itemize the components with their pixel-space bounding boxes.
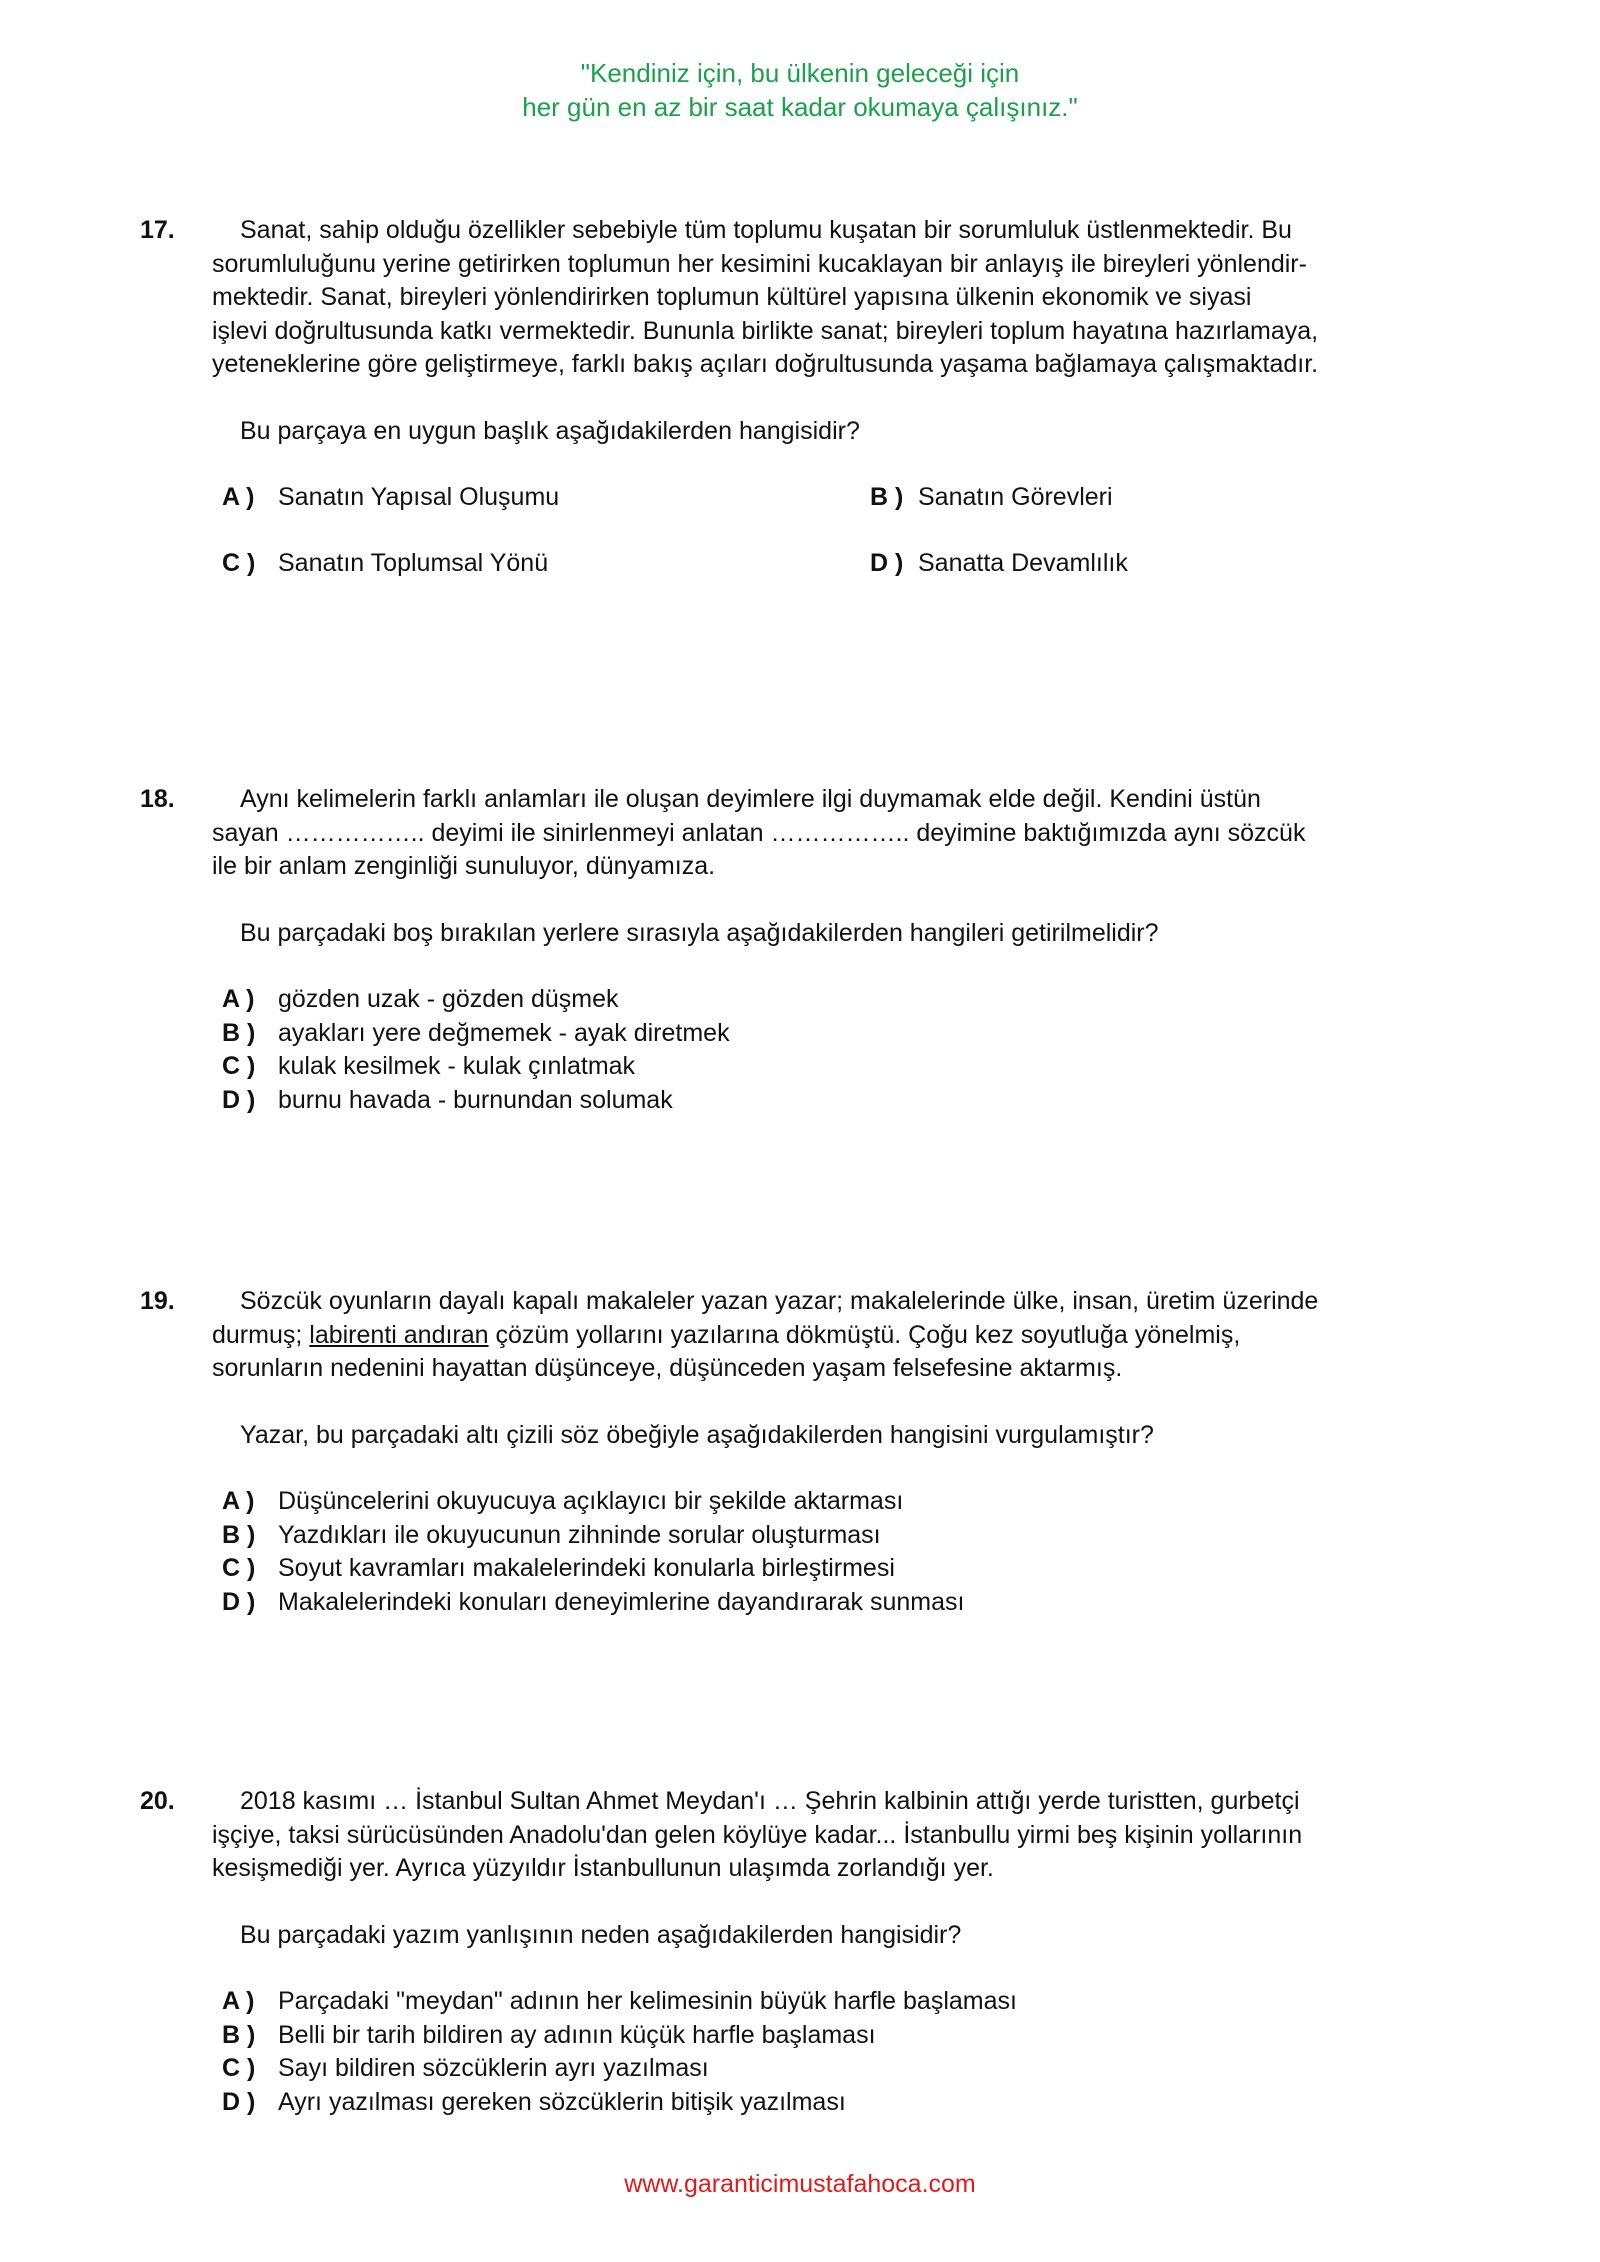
motto-line-1: "Kendiniz için, bu ülkenin geleceği için (580, 58, 1020, 88)
passage-text: durmuş; (212, 1320, 310, 1349)
answer-choices (222, 1985, 1400, 2119)
question-prompt: Bu parçadaki yazım yanlışının neden aşağıdakilerden hangisidir? (240, 1920, 962, 1949)
choice-letter: D ) (222, 1085, 256, 1114)
choice-a[interactable] (222, 481, 559, 515)
passage-line: 2018 kasımı … İstanbul Sultan Ahmet Meydan'ı … Şehrin kalbinin attığı yerde turistten, gurbetçi (240, 1787, 1300, 1815)
choice-text: Parçadaki "meydan" adının her kelimesinin büyük harfle başlaması (278, 1987, 1017, 2015)
choice-letter: B ) (222, 1520, 256, 1549)
choice-text: Sanatın Görevleri (918, 483, 1113, 511)
choice-letter: C ) (222, 1052, 256, 1080)
passage-line: işçiye, taksi sürücüsünden Anadolu'dan gelen köylüye kadar... İstanbullu yirmi beş kişinin yollarının (212, 1820, 1303, 1849)
choice-text: gözden uzak - gözden düşmek (278, 985, 619, 1013)
choice-b[interactable] (222, 2019, 1400, 2053)
passage-line: yeteneklerine göre geliştirmeye, farklı bakış açıları doğrultusunda yaşama bağlamaya çalışmaktadır. (212, 350, 1319, 378)
answer-choices (222, 1485, 1400, 1619)
passage-line: kesişmediği yer. Ayrıca yüzyıldır İstanbullunun ulaşımda zorlandığı yer. (212, 1854, 994, 1882)
choice-letter: B ) (222, 2020, 256, 2049)
footer-website-link[interactable]: www.garanticimustafahoca.com (624, 2170, 976, 2198)
motto-quote (0, 56, 1600, 124)
choice-c[interactable] (222, 547, 548, 581)
motto-line-2: her gün en az bir saat kadar okumaya çalışınız." (522, 92, 1078, 122)
passage-line: Aynı kelimelerin farklı anlamları ile oluşan deyimlere ilgi duymamak elde değil. Kendini üstün (240, 785, 1261, 813)
question-passage (212, 1785, 1402, 1886)
choice-a[interactable] (222, 1485, 1400, 1519)
choice-d[interactable] (222, 2086, 1400, 2120)
passage-line: mektedir. Sanat, bireyleri yönlendirirken toplumun kültürel yapısına ülkenin ekonomik ve siyasi (212, 283, 1252, 311)
choice-d[interactable] (222, 1586, 1400, 1620)
question-number: 20. (140, 1787, 175, 1815)
underlined-phrase: labirenti andıran (309, 1320, 489, 1349)
choice-a[interactable] (222, 1985, 1400, 2019)
question-number: 17. (140, 216, 175, 244)
question-prompt: Bu parçadaki boş bırakılan yerlere sırasıyla aşağıdakilerden hangileri getirilmelidir? (240, 918, 1159, 947)
passage-line: Sözcük oyunların dayalı kapalı makaleler yazan yazar; makalelerinde ülke, insan, üretim üzerinde (240, 1287, 1319, 1315)
choice-letter: A ) (222, 1987, 255, 2015)
choice-letter: D ) (222, 1587, 256, 1616)
choice-b[interactable] (222, 1017, 1400, 1051)
choice-b[interactable] (222, 1519, 1400, 1553)
choice-d[interactable] (222, 1084, 1400, 1118)
question-prompt: Yazar, bu parçadaki altı çizili söz öbeğiyle aşağıdakilerden hangisini vurgulamıştır? (240, 1420, 1154, 1449)
choice-letter: B ) (870, 483, 904, 511)
passage-line: Sanat, sahip olduğu özellikler sebebiyle tüm toplumu kuşatan bir sorumluluk üstlenmektedir. Bu (240, 216, 1292, 244)
question-passage (212, 214, 1402, 382)
choice-letter: A ) (222, 483, 255, 511)
passage-line: sorumluluğunu yerine getirirken toplumun her kesimini kucaklayan bir anlayış ile bireyleri yönlendir- (212, 249, 1307, 278)
passage-text: çözüm yollarını yazılarına dökmüştü. Çoğu kez soyutluğa yönelmiş, (488, 1320, 1241, 1349)
choice-text: Düşüncelerini okuyucuya açıklayıcı bir şekilde aktarması (278, 1487, 904, 1515)
passage-line: sorunların nedenini hayattan düşünceye, düşünceden yaşam felsefesine aktarmış. (212, 1354, 1123, 1382)
answer-choices (222, 983, 1400, 1117)
passage-line: ile bir anlam zenginliği sunuluyor, dünyamıza. (212, 852, 716, 880)
choice-text: Ayrı yazılması gereken sözcüklerin bitişik yazılması (278, 2087, 846, 2116)
choice-text: Soyut kavramları makalelerindeki konularla birleştirmesi (278, 1554, 895, 1582)
choice-d[interactable] (870, 547, 1128, 581)
choice-text: burnu havada - burnundan solumak (278, 1085, 673, 1114)
choice-letter: C ) (222, 2054, 256, 2082)
answer-choices (222, 481, 1400, 581)
choice-text: Sanatta Devamlılık (918, 549, 1128, 577)
question-18 (140, 783, 1400, 1117)
choice-c[interactable] (222, 1050, 1400, 1084)
question-17 (140, 214, 1400, 581)
choice-text: ayakları yere değmemek - ayak diretmek (278, 1018, 730, 1047)
choice-a[interactable] (222, 983, 1400, 1017)
passage-line (212, 1319, 1402, 1353)
choice-letter: C ) (222, 549, 256, 577)
choice-letter: B ) (222, 1018, 256, 1047)
passage-line: işlevi doğrultusunda katkı vermektedir. Bununla birlikte sanat; bireyleri toplum hayatına hazırlamaya, (212, 316, 1319, 345)
choice-letter: A ) (222, 1487, 255, 1515)
choice-text: Sanatın Toplumsal Yönü (278, 549, 549, 577)
question-number: 19. (140, 1287, 175, 1315)
question-passage (212, 783, 1402, 884)
choice-letter: C ) (222, 1554, 256, 1582)
question-prompt: Bu parçaya en uygun başlık aşağıdakilerden hangisidir? (240, 416, 860, 445)
choice-text: Yazdıkları ile okuyucunun zihninde sorular oluşturması (278, 1520, 881, 1549)
choice-letter: A ) (222, 985, 255, 1013)
choice-c[interactable] (222, 1552, 1400, 1586)
choice-text: Sanatın Yapısal Oluşumu (278, 483, 560, 511)
question-19 (140, 1285, 1400, 1619)
choice-text: kulak kesilmek - kulak çınlatmak (278, 1052, 636, 1080)
choice-text: Sayı bildiren sözcüklerin ayrı yazılması (278, 2054, 709, 2082)
question-passage (212, 1285, 1402, 1386)
choice-c[interactable] (222, 2052, 1400, 2086)
choice-text: Makalelerindeki konuları deneyimlerine dayandırarak sunması (278, 1587, 965, 1616)
choice-letter: D ) (870, 549, 904, 577)
passage-line: sayan …………….. deyimi ile sinirlenmeyi anlatan …………….. deyimine baktığımızda aynı sözcük (212, 818, 1306, 847)
choice-text: Belli bir tarih bildiren ay adının küçük harfle başlaması (278, 2020, 876, 2049)
choice-letter: D ) (222, 2087, 256, 2116)
question-number: 18. (140, 785, 175, 813)
choice-b[interactable] (870, 481, 1113, 515)
question-20 (140, 1785, 1400, 2119)
